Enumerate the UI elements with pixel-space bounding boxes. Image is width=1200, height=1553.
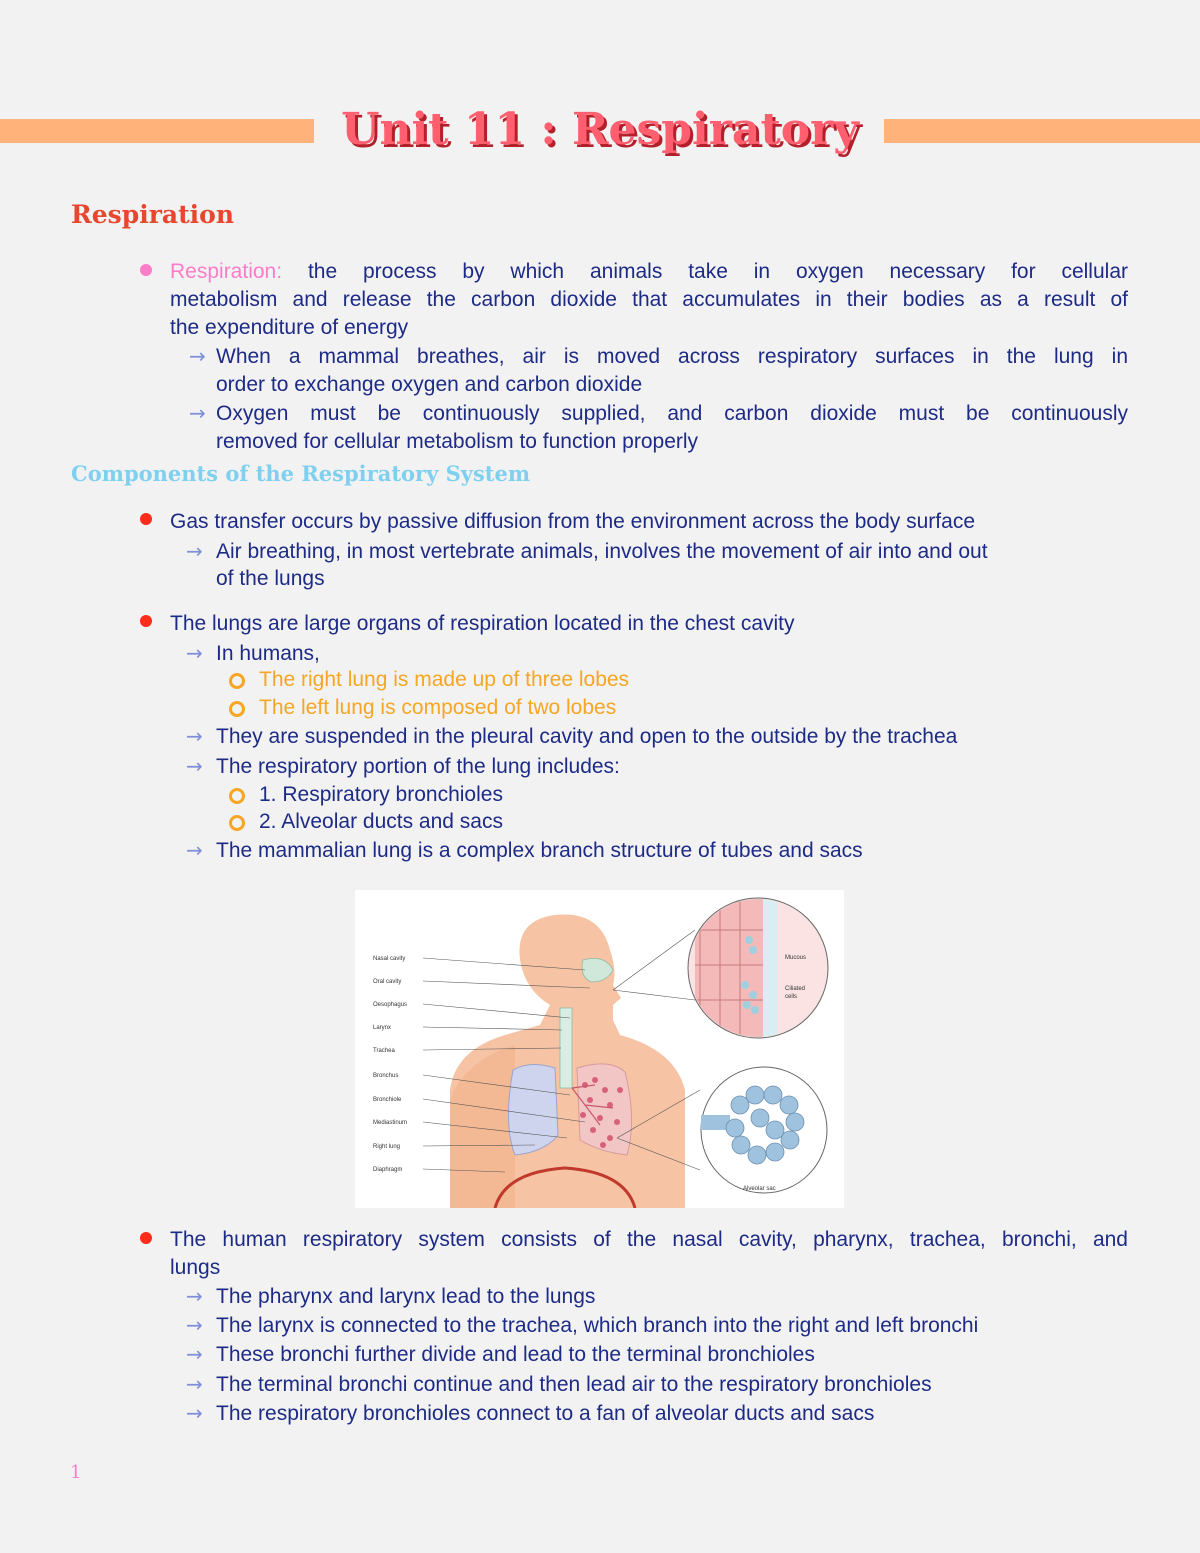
respiratory-system-figure (355, 890, 844, 1208)
arrow-icon: → (186, 1313, 203, 1337)
sub-point-2-line-1: Oxygen must be continuously supplied, and carbon dioxide must be continuously (216, 402, 1128, 425)
section-heading-components: Components of the Respiratory System (71, 461, 531, 486)
label-larynx: Larynx (373, 1025, 392, 1031)
label-oral-cavity: Oral cavity (373, 979, 402, 985)
arrow-icon: → (186, 1401, 203, 1425)
circle-bullet-icon (229, 788, 245, 804)
respiratory-diagram-illustration (355, 890, 844, 1208)
respiratory-bronchioles-connect: The respiratory bronchioles connect to a fan of alveolar ducts and sacs (216, 1402, 875, 1425)
bullet-icon (140, 615, 152, 627)
label-mediastinum: Mediastinum (373, 1120, 408, 1126)
section-heading-respiration: Respiration (71, 200, 235, 229)
bullet-gas-transfer: Gas transfer occurs by passive diffusion from the environment across the body surface (170, 510, 975, 533)
pharynx-larynx: The pharynx and larynx lead to the lungs (216, 1285, 596, 1308)
arrow-icon: → (186, 1342, 203, 1366)
header-bar-right (884, 119, 1200, 143)
human-respiratory-line-2: lungs (170, 1256, 221, 1279)
arrow-icon: → (186, 539, 203, 563)
arrow-icon: → (189, 401, 206, 425)
bullet-lungs: The lungs are large organs of respiration located in the chest cavity (170, 612, 795, 635)
right-lung-lobes: The right lung is made up of three lobes (259, 668, 630, 691)
label-right-lung: Right lung (373, 1144, 401, 1150)
definition-line-3: the expenditure of energy (170, 316, 409, 339)
arrow-icon: → (186, 754, 203, 778)
air-breathing-line-2: of the lungs (216, 567, 325, 590)
bullet-icon (140, 264, 152, 276)
term-respiration: Respiration: (170, 260, 283, 283)
in-humans: In humans, (216, 642, 320, 665)
arrow-icon: → (186, 641, 203, 665)
arrow-icon: → (186, 1372, 203, 1396)
air-breathing-line-1: Air breathing, in most vertebrate animals, involves the movement of air into and out (216, 540, 988, 563)
label-alveolar-sac: Alveolar sac (743, 1186, 776, 1192)
bullet-icon (140, 1232, 152, 1244)
arrow-icon: → (186, 724, 203, 748)
sub-point-1-line-2: order to exchange oxygen and carbon dioxide (216, 373, 643, 396)
circle-bullet-icon (229, 673, 245, 689)
circle-bullet-icon (229, 815, 245, 831)
sub-point-2-line-2: removed for cellular metabolism to function properly (216, 430, 699, 453)
arrow-icon: → (186, 1284, 203, 1308)
respiratory-bronchioles: 1. Respiratory bronchioles (259, 783, 503, 806)
bullet-icon (140, 513, 152, 525)
definition-line-1: the process by which animals take in oxygen necessary for cellular (307, 260, 1128, 283)
alveolar-ducts: 2. Alveolar ducts and sacs (259, 810, 503, 833)
branch-structure: The mammalian lung is a complex branch structure of tubes and sacs (216, 839, 863, 862)
header-bar-left (0, 119, 314, 143)
terminal-bronchi: The terminal bronchi continue and then lead air to the respiratory bronchioles (216, 1373, 932, 1396)
larynx-trachea: The larynx is connected to the trachea, which branch into the right and left bronchi (216, 1314, 979, 1337)
label-oesophagus: Oesophagus (373, 1002, 408, 1008)
label-cells: cells (785, 994, 798, 1000)
left-lung-lobes: The left lung is composed of two lobes (259, 696, 617, 719)
label-bronchiole: Bronchiole (373, 1097, 402, 1103)
page-number: 1 (70, 1462, 82, 1483)
respiratory-portion: The respiratory portion of the lung includes: (216, 755, 620, 778)
page-title: Unit 11 : Respiratory (341, 104, 859, 155)
human-respiratory-line-1: The human respiratory system consists of the nasal cavity, pharynx, trachea, bronchi, and (170, 1228, 1128, 1251)
label-nasal-cavity: Nasal cavity (373, 956, 406, 962)
label-trachea: Trachea (373, 1048, 395, 1054)
sub-point-1-line-1: When a mammal breathes, air is moved across respiratory surfaces in the lung in (216, 345, 1128, 368)
label-ciliated: Ciliated (785, 986, 806, 992)
arrow-icon: → (186, 838, 203, 862)
definition-line-2: metabolism and release the carbon dioxide that accumulates in their bodies as a result of (170, 288, 1128, 311)
circle-bullet-icon (229, 701, 245, 717)
label-mucous: Mucous (785, 955, 807, 961)
arrow-icon: → (189, 344, 206, 368)
label-bronchus: Bronchus (373, 1073, 399, 1079)
pleural-cavity: They are suspended in the pleural cavity and open to the outside by the trachea (216, 725, 958, 748)
label-diaphragm: Diaphragm (373, 1167, 403, 1173)
bronchi-divide: These bronchi further divide and lead to the terminal bronchioles (216, 1343, 815, 1366)
